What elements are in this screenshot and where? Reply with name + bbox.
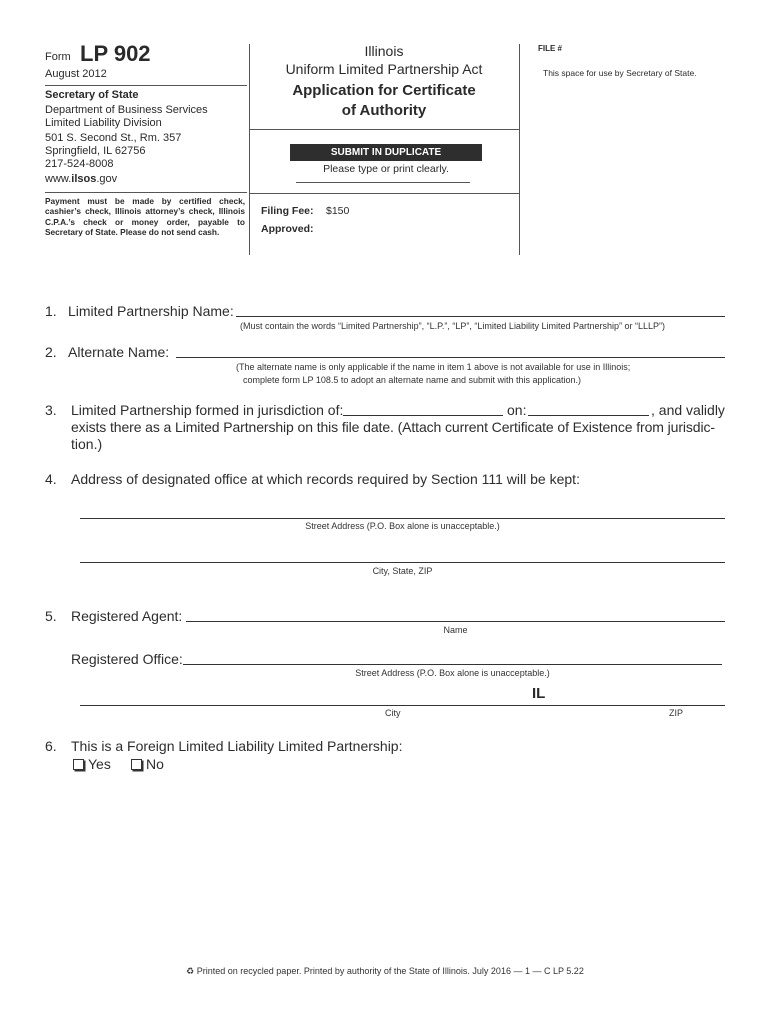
no-option[interactable]: No — [131, 756, 164, 772]
item-3-text-line3: tion.) — [71, 436, 103, 452]
header-divider-2 — [45, 192, 247, 193]
alternate-name-input[interactable] — [176, 357, 725, 358]
print-note: Please type or print clearly. — [323, 163, 449, 175]
filing-fee-value: $150 — [326, 205, 350, 217]
item-4-number: 4. — [45, 471, 57, 487]
footer — [0, 966, 770, 977]
registered-office-street-input[interactable] — [183, 664, 722, 665]
submit-banner: SUBMIT IN DUPLICATE — [290, 144, 482, 161]
dept-line2: Limited Liability Division — [45, 117, 162, 129]
item-5-city-caption: City — [385, 708, 401, 718]
approved-label: Approved: — [261, 223, 314, 235]
item-1-note: (Must contain the words “Limited Partnership”, “L.P.”, “LP”, “Limited Liability Limited Partnership” or “LLLP”) — [240, 321, 665, 331]
item-4-street-caption: Street Address (P.O. Box alone is unacceptable.) — [305, 521, 500, 531]
yes-checkbox[interactable] — [73, 759, 84, 770]
item-5-zip-caption: ZIP — [669, 708, 684, 718]
item-3-text-line2: exists there as a Limited Partnership on this file date. (Attach current Certificate of Existence from jurisdic- — [71, 419, 715, 435]
phone: 217-524-8008 — [45, 158, 114, 170]
edition-date: August 2012 — [45, 68, 107, 80]
item-4-city-caption: City, State, ZIP — [372, 566, 433, 576]
sos-use-note: This space for use by Secretary of State. — [543, 68, 697, 78]
recycle-icon: ♻ — [186, 966, 195, 976]
form-number: LP 902 — [80, 41, 151, 66]
item-6-number: 6. — [45, 738, 57, 754]
state-name: Illinois — [364, 43, 404, 59]
item-2-note-line2: complete form LP 108.5 to adopt an alternate name and submit with this application.) — [243, 375, 582, 385]
jurisdiction-input[interactable] — [343, 415, 503, 416]
agency-title: Secretary of State — [45, 89, 139, 101]
dept-line1: Department of Business Services — [45, 104, 208, 116]
header-column-rule-right — [519, 44, 520, 255]
form-word: Form — [45, 51, 71, 63]
form-title-line2: of Authority — [341, 102, 427, 119]
payment-note: Payment must be made by certified check, cashier’s check, Illinois attorney’s check, Illinois C.P.A.’s check or money order, payable to Secretary of State. Please do not send cash. — [45, 196, 245, 238]
item-2-label: Alternate Name: — [68, 344, 170, 360]
file-number-label: FILE # — [538, 44, 563, 53]
item-6-label: This is a Foreign Limited Liability Limited Partnership: — [71, 738, 403, 754]
item-3-text-b: on: — [507, 402, 527, 418]
item-3-text-c: , and validly — [651, 402, 725, 418]
registered-office-state: IL — [532, 685, 546, 702]
title-divider — [249, 129, 519, 130]
website[interactable]: www.ilsos.gov — [45, 173, 118, 185]
item-2-note-line1: (The alternate name is only applicable if the name in item 1 above is not available for use in Illinois; — [236, 362, 631, 372]
registered-agent-input[interactable] — [186, 621, 725, 622]
item-5-street-caption: Street Address (P.O. Box alone is unacceptable.) — [355, 668, 550, 678]
item-3-text-a: Limited Partnership formed in jurisdiction of: — [71, 402, 344, 418]
filing-fee-label: Filing Fee: — [261, 205, 314, 217]
footer-text: Printed on recycled paper. Printed by authority of the State of Illinois. July 2016 — 1 — C LP 5.22 — [196, 966, 584, 976]
item-5-number: 5. — [45, 608, 57, 624]
yes-option[interactable]: Yes — [73, 756, 111, 772]
designated-office-city-input[interactable] — [80, 562, 725, 563]
registered-office-label: Registered Office: — [71, 651, 183, 667]
registered-office-city-zip-input[interactable] — [80, 705, 725, 706]
lp-name-input[interactable] — [236, 316, 725, 317]
header-divider — [45, 85, 247, 86]
item-1-label: Limited Partnership Name: — [68, 303, 234, 319]
designated-office-street-input[interactable] — [80, 518, 725, 519]
item-4-label: Address of designated office at which records required by Section 111 will be kept: — [71, 471, 580, 487]
form-title-line1: Application for Certificate — [292, 82, 476, 99]
address-line2: Springfield, IL 62756 — [45, 145, 146, 157]
item-5-label: Registered Agent: — [71, 608, 183, 624]
item-2-number: 2. — [45, 344, 57, 360]
item-5-name-caption: Name — [443, 625, 468, 635]
print-note-rule — [296, 182, 470, 183]
fee-divider — [249, 193, 519, 194]
formation-date-input[interactable] — [528, 415, 649, 416]
address-line1: 501 S. Second St., Rm. 357 — [45, 132, 182, 144]
act-name: Uniform Limited Partnership Act — [285, 61, 483, 77]
item-3-number: 3. — [45, 402, 57, 418]
no-checkbox[interactable] — [131, 759, 142, 770]
item-1-number: 1. — [45, 303, 57, 319]
